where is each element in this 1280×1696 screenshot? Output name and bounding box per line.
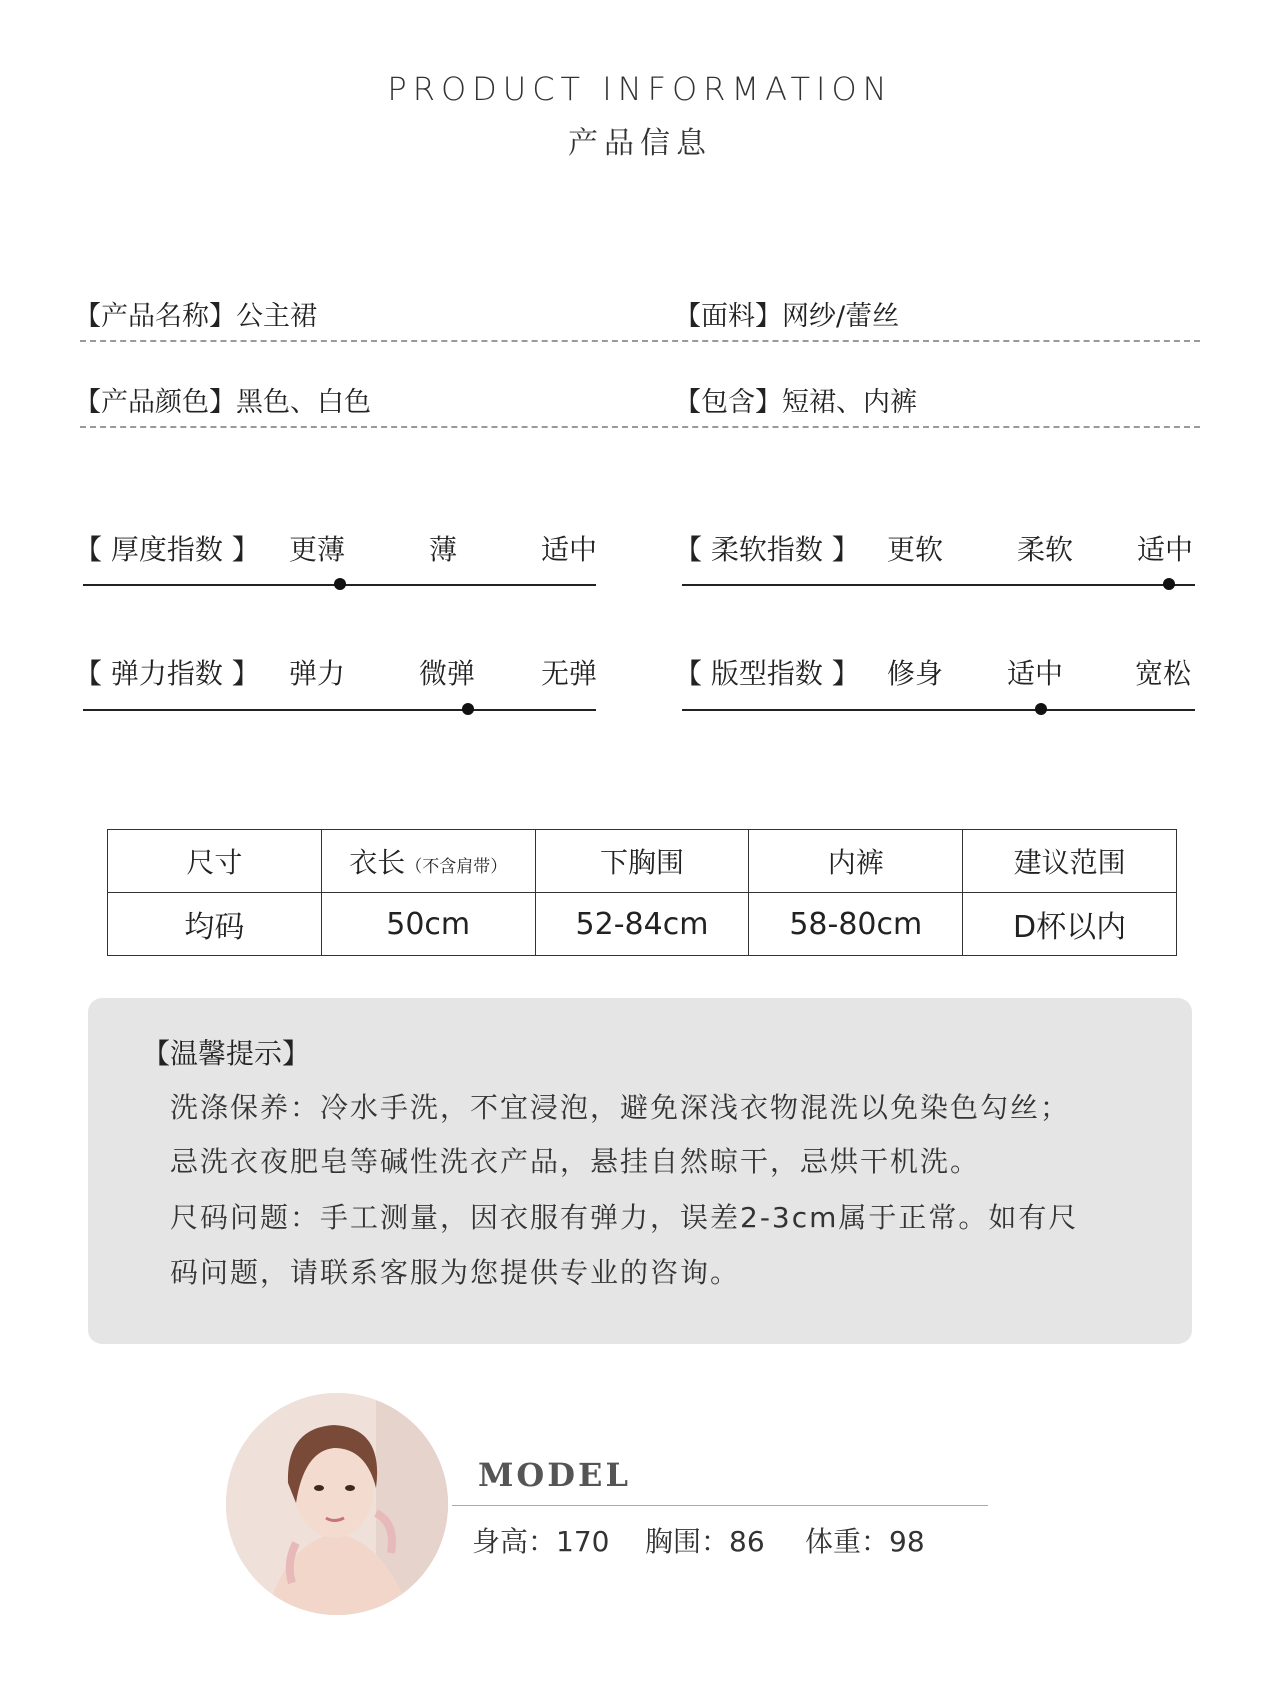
table-cell: 58-80cm [749,893,963,956]
tips-line: 尺码问题：手工测量，因衣服有弹力，误差2-3cm属于正常。如有尺 [170,1201,1079,1234]
thickness-level-marker [334,578,346,590]
page-title-chinese: 产品信息 [568,126,712,161]
softness-level-marker [1163,578,1175,590]
model-photo-illustration [226,1393,448,1615]
thickness-option: 适中 [540,533,597,566]
page-title-english: PRODUCT INFORMATION [387,70,893,108]
table-cell: 均码 [108,893,322,956]
size-table [107,829,1177,956]
table-cell: D杯以内 [963,893,1177,956]
elasticity-level-marker [462,703,474,715]
elasticity-track [83,709,596,711]
model-height: 身高：170 [472,1525,610,1558]
model-photo [226,1393,448,1615]
length-note: （不含肩带） [405,857,508,877]
model-bust: 胸围：86 [645,1525,765,1558]
divider [80,340,1200,342]
softness-option: 更软 [886,533,943,566]
elasticity-option: 弹力 [288,657,345,690]
fit-index-label: 【 版型指数 】 [674,657,860,690]
elasticity-index-label: 【 弹力指数 】 [74,657,260,690]
thickness-option: 薄 [428,533,457,566]
softness-track [682,584,1195,586]
fit-level-marker [1035,703,1047,715]
product-includes: 【包含】短裙、内裤 [674,387,917,418]
thickness-option: 更薄 [288,533,345,566]
header-cell-underbust: 下胸围 [535,830,749,893]
softness-option: 适中 [1136,533,1193,566]
product-fabric: 【面料】网纱/蕾丝 [674,301,900,332]
elasticity-option: 微弹 [418,657,475,690]
tips-line: 码问题，请联系客服为您提供专业的咨询。 [170,1256,741,1289]
table-cell: 50cm [321,893,535,956]
softness-index-label: 【 柔软指数 】 [674,533,860,566]
fit-track [682,709,1195,711]
table-header-row [108,830,1177,893]
table-row [108,893,1177,956]
header-cell-size: 尺寸 [108,830,322,893]
header-cell-range: 建议范围 [963,830,1177,893]
tips-line: 忌洗衣夜肥皂等碱性洗衣产品，悬挂自然晾干，忌烘干机洗。 [170,1145,981,1178]
fit-option: 宽松 [1134,657,1191,690]
product-color: 【产品颜色】黑色、白色 [74,387,371,418]
table-cell: 52-84cm [535,893,749,956]
fit-option: 适中 [1006,657,1063,690]
fit-option: 修身 [886,657,943,690]
model-title: MODEL [478,1456,631,1494]
tips-title: 【温馨提示】 [142,1037,311,1070]
product-name: 【产品名称】公主裙 [74,301,317,332]
softness-option: 柔软 [1016,533,1073,566]
divider [80,426,1200,428]
elasticity-option: 无弹 [540,657,597,690]
model-divider [452,1505,988,1506]
thickness-index-label: 【 厚度指数 】 [74,533,260,566]
model-weight: 体重：98 [805,1525,925,1558]
header-cell-briefs: 内裤 [749,830,963,893]
header-cell-length: 衣长（不含肩带） [321,830,535,893]
tips-line: 洗涤保养：冷水手洗，不宜浸泡，避免深浅衣物混洗以免染色勾丝； [170,1091,1071,1124]
